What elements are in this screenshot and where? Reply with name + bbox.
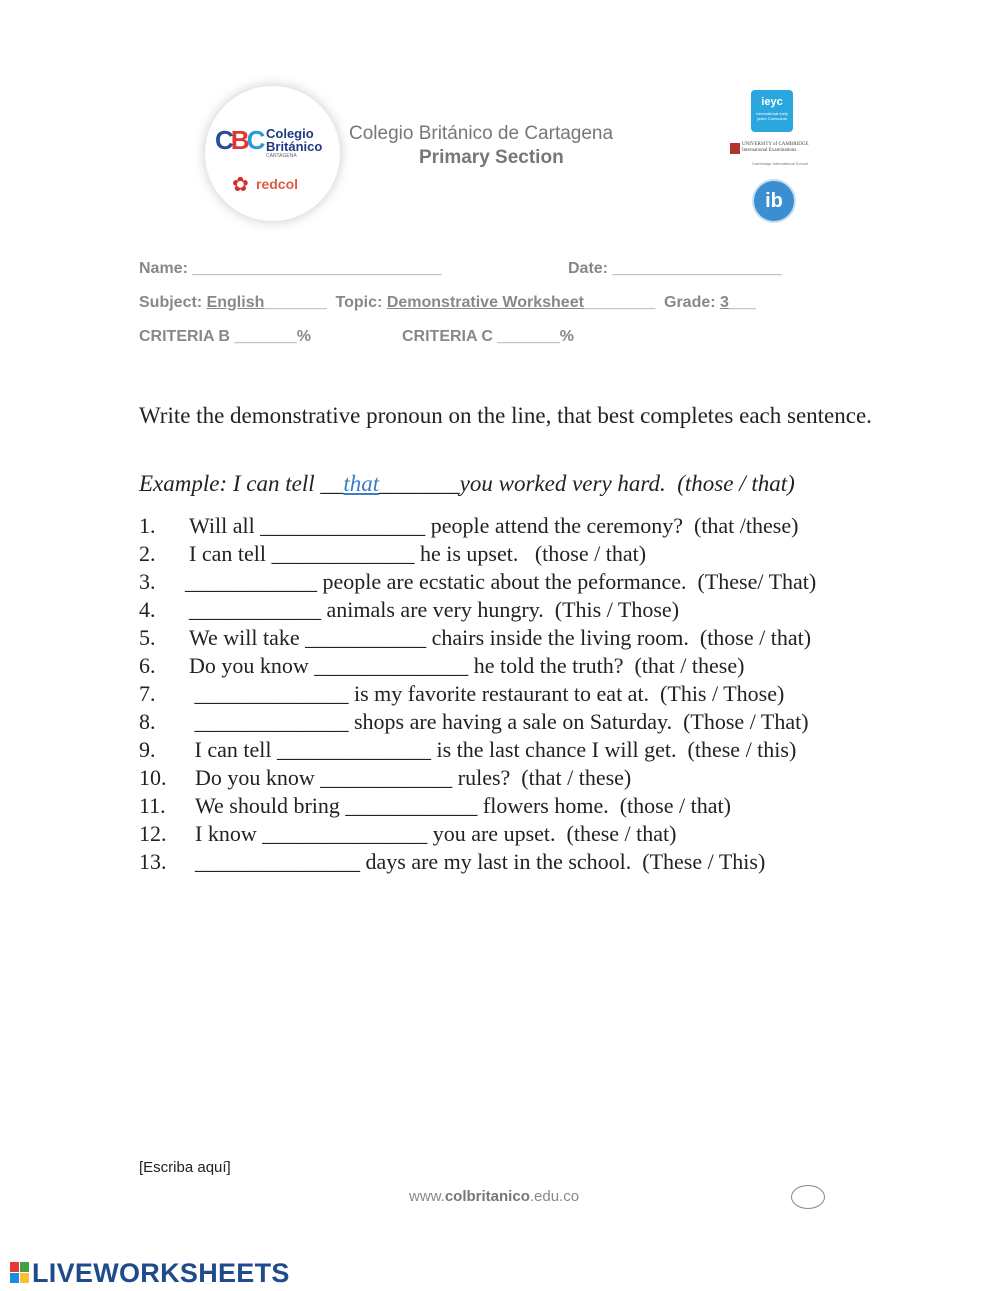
school-url[interactable]: www.colbritanico.edu.co (409, 1188, 580, 1205)
grade-value: 3 (720, 294, 729, 311)
question-item[interactable]: 4. ____________ animals are very hungry. (This / Those) (139, 597, 680, 622)
question-item[interactable]: 8. ______________ shops are having a sale on Saturday. (Those / That) (139, 709, 809, 734)
ieyc-badge: ieyc International early years Curriculum (751, 90, 793, 132)
redcol-flower-icon: ✿ (232, 172, 249, 196)
question-item[interactable]: 6. Do you know ______________ he told the truth? (that / these) (139, 653, 745, 678)
topic-value: Demonstrative Worksheet (386, 294, 584, 311)
cambridge-crest-icon (730, 143, 740, 154)
question-item[interactable]: 9. I can tell ______________ is the last chance I will get. (these / this) (139, 737, 797, 762)
question-item[interactable]: 12. I know _______________ you are upset. (these / that) (139, 821, 677, 846)
example-answer: that (343, 471, 380, 496)
subject-value: English (206, 294, 265, 311)
oval-shape (791, 1185, 825, 1209)
name-field[interactable]: Name: ____________________________ (139, 260, 442, 277)
criteria-c-field[interactable]: CRITERIA C _______% (402, 328, 574, 345)
logo-sub: CARTAGENA (266, 153, 297, 159)
cambridge-badge: UNIVERSITY of CAMBRIDGE International Examinations (742, 142, 809, 153)
question-item[interactable]: 11. We should bring ____________ flowers home. (those / that) (139, 793, 731, 818)
subject-topic-grade-row: Subject: English_______ Topic: Demonstrative Worksheet________ Grade: 3___ (139, 294, 756, 311)
question-item[interactable]: 3. ____________ people are ecstatic about the peformance. (These/ That) (139, 569, 817, 594)
criteria-b-field[interactable]: CRITERIA B _______% (139, 328, 311, 345)
footer-note: [Escriba aquí] (139, 1159, 231, 1176)
date-field[interactable]: Date: ___________________ (568, 260, 782, 277)
instructions: Write the demonstrative pronoun on the line, that best completes each sentence. (139, 403, 872, 428)
liveworksheets-brand[interactable]: LIVEWORKSHEETS (32, 1258, 290, 1288)
question-item[interactable]: 7. ______________ is my favorite restaurant to eat at. (This / Those) (139, 681, 785, 706)
liveworksheets-logo-icon (10, 1262, 30, 1284)
cambridge-sub: Cambridge International School (752, 161, 809, 166)
question-item[interactable]: 2. I can tell _____________ he is upset. (those / that) (139, 541, 647, 566)
example-sentence: Example: I can tell __that_______you worked very hard. (those / that) (139, 471, 795, 496)
cbc-logo-mark: CBC (215, 125, 263, 155)
ib-badge: ib (752, 179, 796, 223)
section-title: Primary Section (419, 147, 564, 168)
logo-name: Colegio Británico (266, 126, 323, 154)
question-item[interactable]: 5. We will take ___________ chairs inside the living room. (those / that) (139, 625, 812, 650)
question-item[interactable]: 10. Do you know ____________ rules? (that / these) (139, 765, 632, 790)
school-title: Colegio Británico de Cartagena (349, 123, 614, 144)
redcol-logo: redcol (256, 176, 299, 192)
question-item[interactable]: 13. _______________ days are my last in the school. (These / This) (139, 849, 766, 874)
question-item[interactable]: 1. Will all _______________ people attend the ceremony? (that /these) (139, 513, 799, 538)
